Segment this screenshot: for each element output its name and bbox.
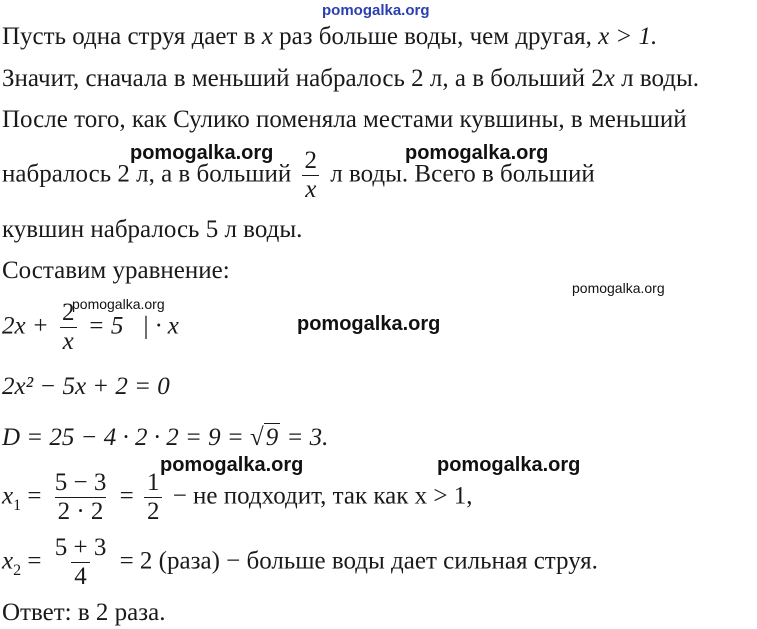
x1-fraction-2 — [144, 470, 163, 526]
x1-fraction-2-denominator: 2 — [144, 497, 163, 525]
x1-subscript: 1 — [13, 497, 22, 515]
x2-subscript: 2 — [13, 562, 22, 580]
root-x2-line — [2, 535, 598, 591]
line2-end: л воды. — [621, 65, 700, 92]
line1-cond: x > 1. — [598, 23, 658, 50]
text-line-2 — [2, 66, 699, 91]
x1-fraction-1 — [52, 470, 110, 526]
watermark: pomogalka.org — [437, 454, 581, 476]
x2-label: x — [2, 547, 14, 575]
sqrt-9: √9 — [250, 424, 279, 451]
line4-end: л воды. Всего в больший — [330, 160, 595, 188]
watermark: pomogalka.org — [130, 142, 274, 164]
answer-line — [2, 600, 165, 625]
watermark: pomogalka.org — [160, 454, 304, 476]
eq1-fraction-numerator: 2 — [61, 299, 75, 326]
x1-fraction-1-denominator: 2 · 2 — [55, 497, 107, 525]
line2-var: x — [603, 65, 615, 92]
watermark: pomogalka.org — [405, 142, 549, 164]
equation-3 — [2, 425, 328, 450]
line5-text: кувшин набралось 5 л воды. — [2, 216, 303, 243]
x2-fraction-numerator: 5 + 3 — [54, 534, 107, 561]
sqrt-radicand: 9 — [265, 424, 279, 451]
text-line-6 — [2, 258, 230, 283]
x1-note: − не подходит, так как x > 1, — [172, 482, 473, 510]
fraction-2-over-x — [302, 148, 321, 204]
line1-text: Пусть одна струя дает в — [2, 23, 256, 50]
equation-2 — [2, 374, 170, 399]
watermark: pomogalka.org — [572, 280, 665, 296]
text-line-1 — [2, 24, 657, 49]
text-line-5 — [2, 217, 302, 242]
line1-var: x — [261, 23, 273, 50]
eq3-left: D = 25 − 4 · 2 · 2 = 9 = — [2, 424, 244, 451]
watermark: pomogalka.org — [72, 296, 165, 312]
fraction-numerator: 2 — [304, 147, 318, 174]
x1-fraction-2-numerator: 1 — [146, 469, 160, 496]
root-x1-line — [2, 470, 472, 526]
line2-text: Значит, сначала в меньший набралось 2 л, а в больший 2 — [2, 65, 604, 92]
x2-note: = 2 (раза) − больше воды дает сильная струя. — [119, 547, 598, 575]
eq1-right: = 5 | · x — [87, 312, 179, 340]
x1-label: x — [2, 482, 14, 510]
x2-fraction-denominator: 4 — [71, 562, 90, 590]
line6-text: Составим уравнение: — [2, 257, 230, 284]
x2-fraction — [52, 535, 110, 591]
line3-text: После того, как Сулико поменяла местами кувшины, в меньший — [2, 106, 687, 133]
line4-start: набралось 2 л, а в больший — [2, 160, 292, 188]
x1-fraction-1-numerator: 5 − 3 — [54, 469, 107, 496]
header-watermark: pomogalka.org — [322, 2, 430, 19]
x1-equals-2: = — [119, 482, 134, 510]
x1-equals: = — [27, 482, 42, 510]
line1-mid: раз больше воды, чем другая, — [279, 23, 592, 50]
text-line-3 — [2, 107, 687, 132]
watermark: pomogalka.org — [297, 313, 441, 335]
eq1-left: 2x + — [2, 312, 49, 340]
eq3-right: = 3. — [286, 424, 329, 451]
x2-equals: = — [27, 547, 42, 575]
answer-text: Ответ: в 2 раза. — [2, 599, 166, 626]
eq1-fraction-denominator: x — [60, 327, 77, 355]
eq2-text: 2x² − 5x + 2 = 0 — [2, 373, 170, 400]
fraction-denominator: x — [302, 175, 319, 203]
